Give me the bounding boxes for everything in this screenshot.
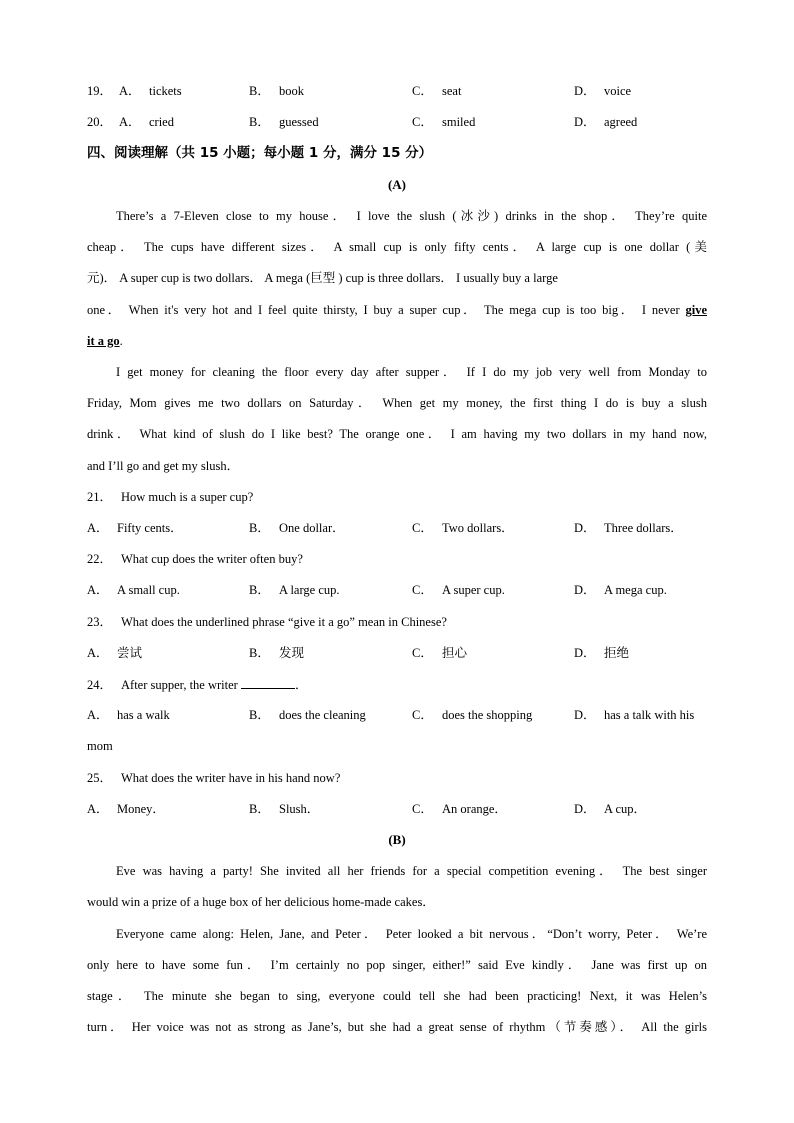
stem-text: What cup does the writer often buy? [121,552,303,566]
option-letter: A． [87,583,109,597]
option-letter: B． [249,708,270,722]
option-letter: D． [574,646,596,660]
option-letter: D． [574,708,596,722]
underlined-phrase: it a go [87,334,120,348]
question-stem [87,674,707,694]
passage-b-line: Eve was having a party! She invited all her friends for a special competition evening． The best singer [116,864,707,878]
question-stem [87,612,707,632]
passage-b-line: turn． Her voice was not as strong as Jane’s, but she had a great sense of rhythm（节奏感）． All the girls [87,1020,707,1034]
option-text: One dollar． [279,521,345,535]
option-text: voice [604,84,632,98]
question-stem [87,549,707,569]
option-letter: D． [574,521,596,535]
option-text: A small cup. [117,583,180,597]
stem-text: How much is a super cup? [121,490,254,504]
option-text: tickets [149,84,182,98]
question-stem [87,487,707,507]
option-text: A cup． [604,802,647,816]
passage-a-line: There’s a 7-Eleven close to my house． I love the slush (冰沙) drinks in the shop． They’re quite [116,209,707,223]
option-letter: A． [87,646,109,660]
section-heading: 四、阅读理解（共 15 小题；每小题 1 分，满分 15 分） [87,145,433,161]
question-number: 24． [87,678,113,692]
option-text: Slush． [279,802,320,816]
option-letter: C． [412,521,433,535]
question-stem [87,768,707,788]
passage-a-line [87,300,707,320]
stem-text: What does the underlined phrase “give it a go” mean in Chinese? [121,615,447,629]
option-letter: D． [574,84,596,98]
stem-text: After supper, the writer [121,678,238,692]
option-text: 发现 [279,646,305,660]
question-number: 22． [87,552,113,566]
passage-a-text: one． When it's very hot and I feel quite thirsty, I buy a super cup． The mega cup is too big． I never [87,303,680,317]
option-text: Money． [117,802,165,816]
question-number: 21． [87,490,113,504]
option-text: 尝试 [117,646,143,660]
option-letter: B． [249,583,270,597]
passage-a-title: (A) [387,177,407,192]
question-19 [87,81,717,101]
option-letter: A． [119,84,141,98]
underlined-phrase: give [685,303,708,317]
option-letter: B． [249,84,270,98]
option-letter: C． [412,583,433,597]
option-letter: B． [249,115,270,129]
question-21-options [87,518,717,538]
question-20 [87,112,717,132]
option-letter: C． [412,708,433,722]
option-letter: B． [249,646,270,660]
option-letter: C． [412,115,433,129]
option-letter: D． [574,583,596,597]
option-text: has a walk [117,708,170,722]
passage-a-line: Friday, Mom gives me two dollars on Saturday． When get my money, the first thing I do is buy a slush [87,396,707,410]
passage-a-line: and I’ll go and get my slush． [87,459,240,473]
passage-b-line: would win a prize of a huge box of her delicious home-made cakes． [87,895,435,909]
question-number: 23． [87,615,113,629]
passage-b-line: only here to have some fun． I’m certainly no pop singer, either!” said Eve kindly． Jane was first up on [87,958,707,972]
option-letter: B． [249,802,270,816]
option-text: does the cleaning [279,708,366,722]
option-text: smiled [442,115,476,129]
option-text: agreed [604,115,638,129]
option-text: does the shopping [442,708,533,722]
option-text: seat [442,84,462,98]
passage-a-line: 元)． A super cup is two dollars． A mega (巨型 ) cup is three dollars． I usually buy a large [87,271,558,285]
question-22-options [87,580,717,600]
option-text: book [279,84,304,98]
option-letter: A． [119,115,141,129]
option-letter: B． [249,521,270,535]
answer-blank [241,674,295,689]
passage-a-line: cheap． The cups have different sizes． A small cup is only fifty cents． A large cup is one dollar (美 [87,240,707,254]
question-24-options [87,705,717,725]
option-text: guessed [279,115,319,129]
option-text: 拒绝 [604,646,630,660]
passage-b-line: Everyone came along: Helen, Jane, and Peter． Peter looked a bit nervous．“Don’t worry, Peter． We’re [116,927,707,941]
passage-b-line: stage． The minute she began to sing, everyone could tell she had been practicing! Next, it was Helen’s [87,989,707,1003]
option-text: Fifty cents． [117,521,183,535]
option-text: An orange． [442,802,507,816]
option-text: has a talk with his [604,708,695,722]
question-25-options [87,799,717,819]
option-letter: A． [87,521,109,535]
option-text: A super cup. [442,583,505,597]
option-text: 担心 [442,646,468,660]
option-text: Three dollars． [604,521,683,535]
option-text: A mega cup. [604,583,667,597]
passage-b-title: (B) [388,832,406,847]
option-text: cried [149,115,174,129]
option-letter: D． [574,115,596,129]
question-number: 25． [87,771,113,785]
option-letter: D． [574,802,596,816]
option-wrap: mom [87,739,113,753]
option-letter: A． [87,708,109,722]
question-number: 19． [87,84,113,98]
passage-a-line: drink． What kind of slush do I like best? The orange one． I am having my two dollars in my hand now, [87,427,707,441]
option-text: A large cup. [279,583,340,597]
question-number: 20． [87,115,113,129]
period: . [119,334,123,348]
option-text: Two dollars． [442,521,514,535]
question-23-options [87,643,717,663]
option-letter: C． [412,84,433,98]
option-letter: C． [412,646,433,660]
passage-a-line [87,331,707,351]
option-letter: C． [412,802,433,816]
stem-text: What does the writer have in his hand now? [121,771,341,785]
option-letter: A． [87,802,109,816]
passage-a-line: I get money for cleaning the floor every day after supper． If I do my job very well from Monday to [116,365,707,379]
stem-end: ． [294,678,308,692]
